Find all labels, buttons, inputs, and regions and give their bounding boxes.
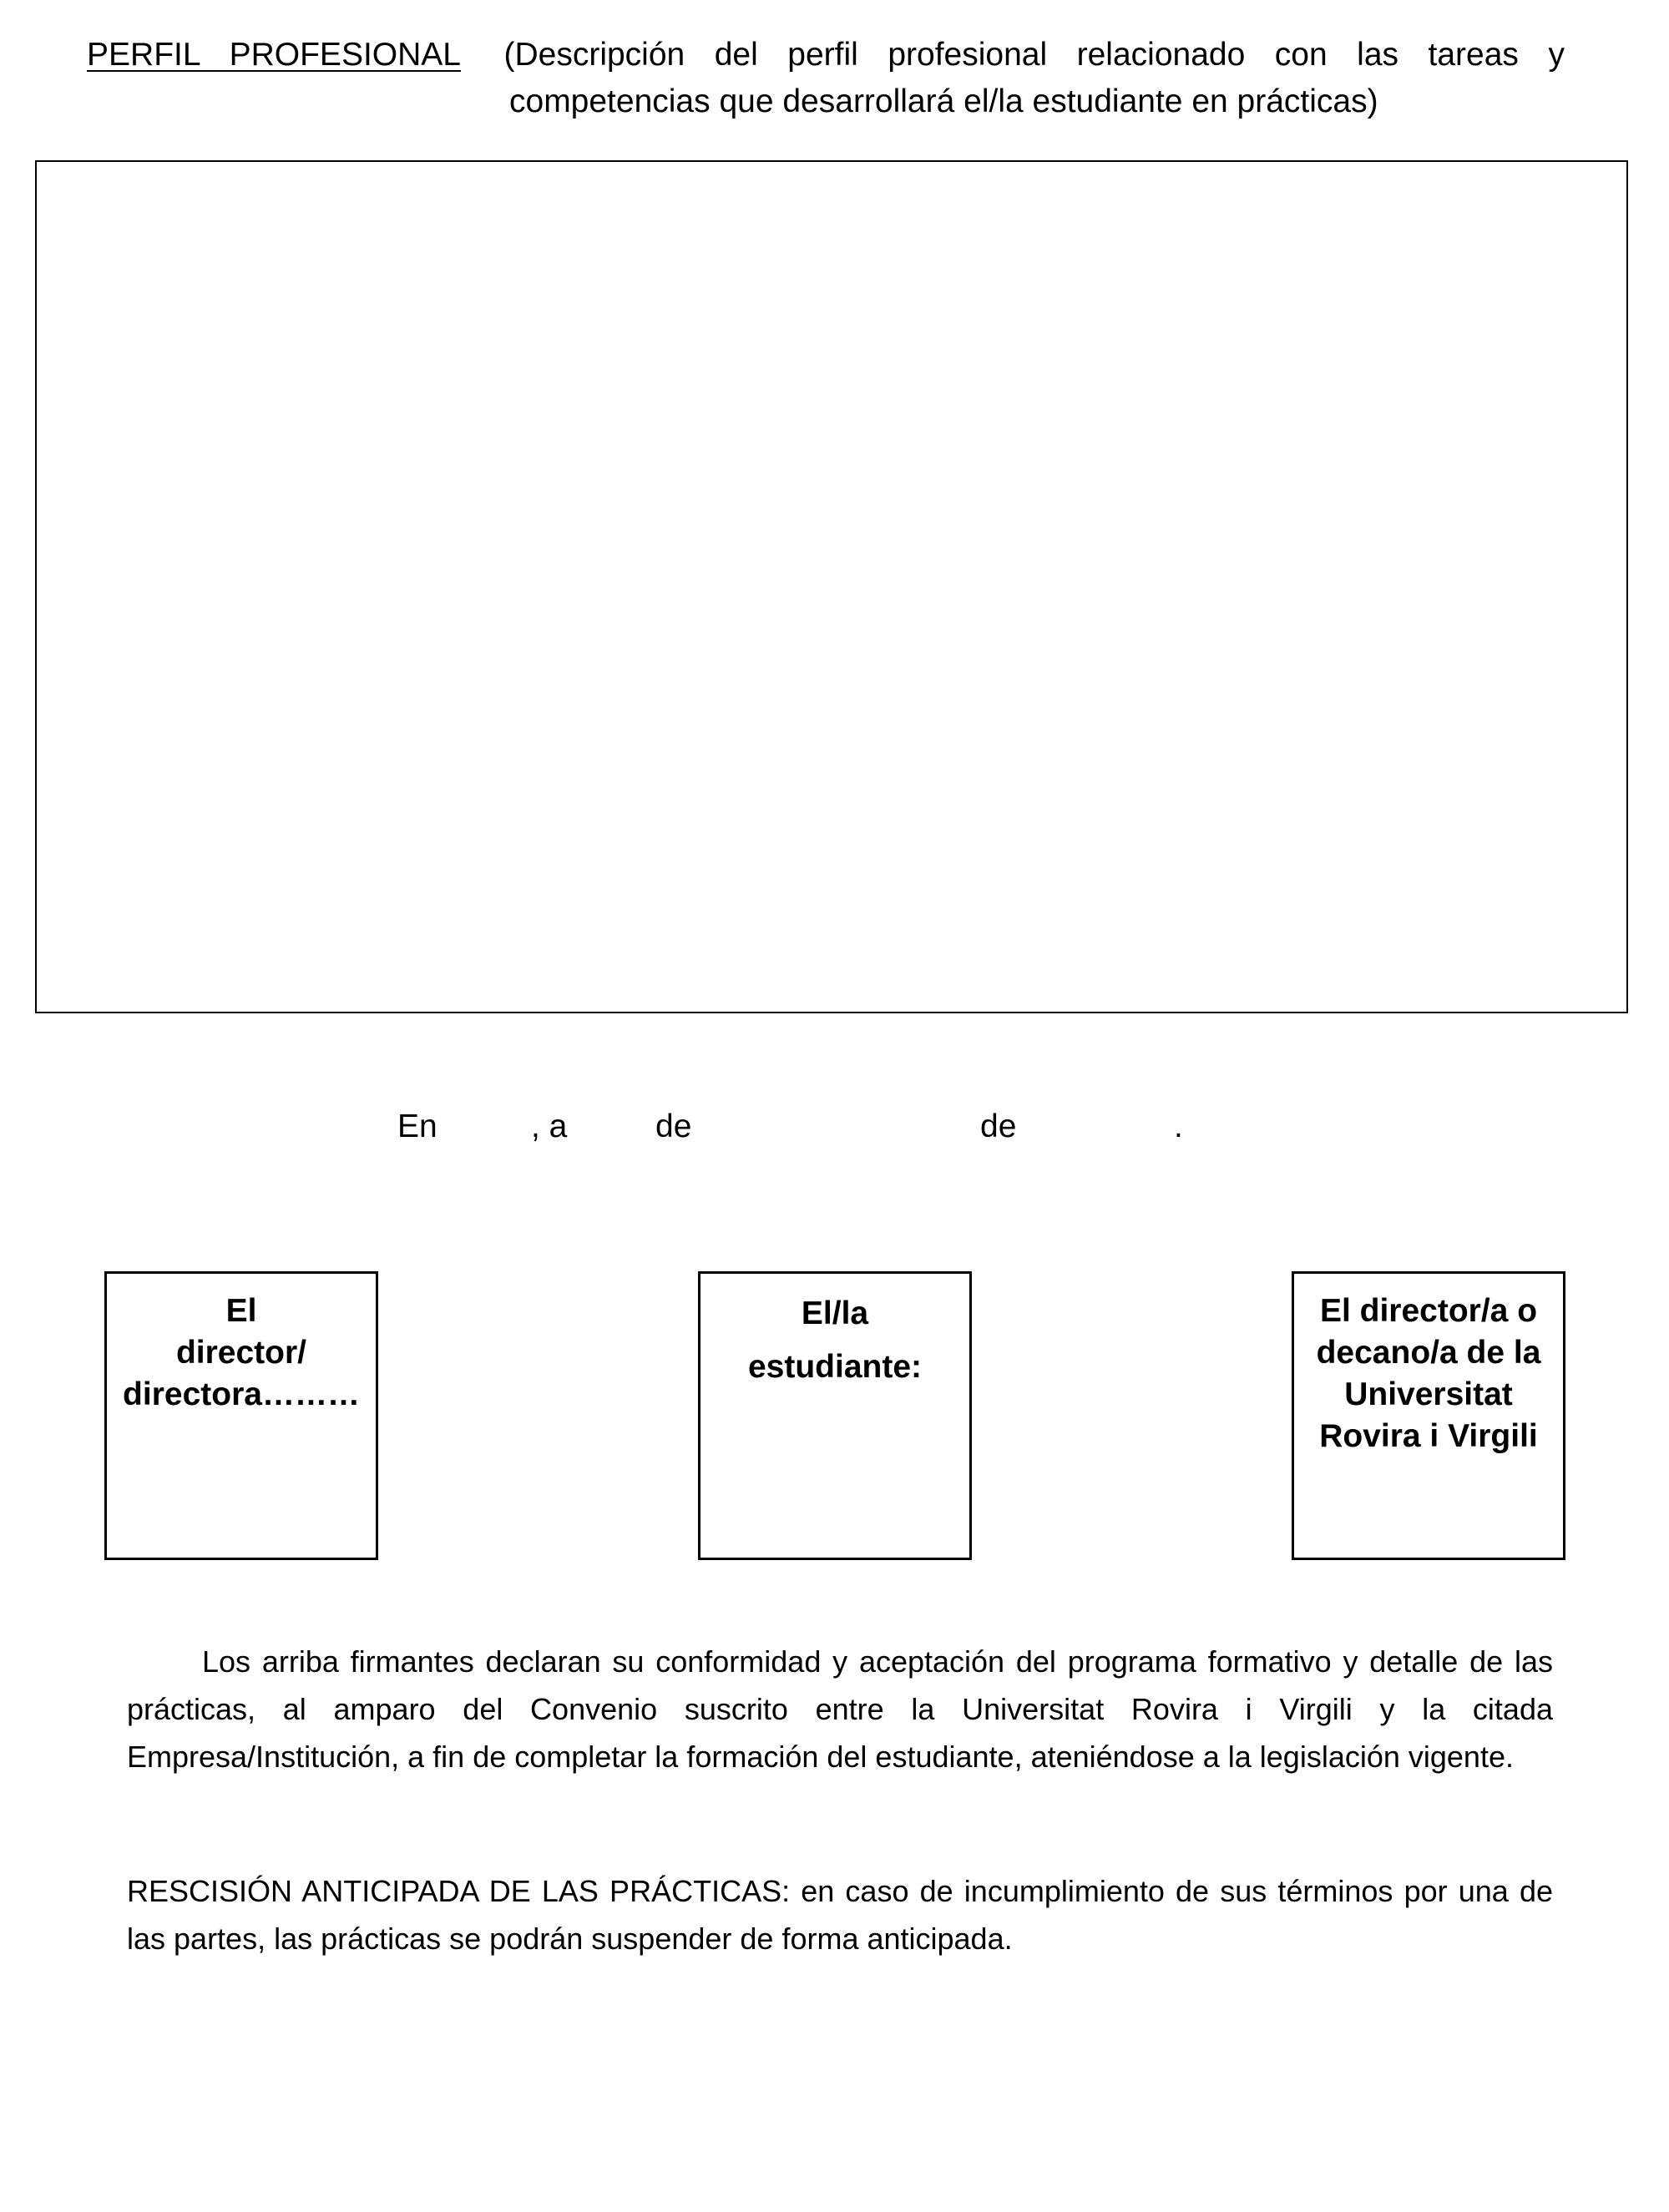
heading-word: profesional — [888, 37, 1048, 73]
date-en-label: En — [397, 1109, 437, 1144]
heading-line-1 — [87, 32, 1565, 78]
director-signature-box[interactable] — [104, 1271, 378, 1560]
student-label-line-2: estudiante: — [747, 1349, 923, 1385]
student-signature-box[interactable] — [698, 1271, 972, 1560]
dean-label-line-4: Rovira i Virgili — [1319, 1418, 1538, 1454]
heading-word: las — [1357, 37, 1399, 73]
dean-signature-box[interactable] — [1292, 1271, 1565, 1560]
dean-label-line-2: decano/a de la — [1316, 1335, 1541, 1371]
conformity-paragraph: Los arriba firmantes declaran su conformidad y aceptación del programa formativo y detalle de las prácticas, al amparo del Convenio suscrito entre la Universitat Rovira i Virgili y la citada Empresa/Institución, a fin de completar la formación del estudiante, ateniéndose a la legislación vigente. — [127, 1644, 1553, 1774]
director-label-line-2: director/ — [175, 1335, 307, 1371]
heading-word: y — [1548, 37, 1565, 73]
rescission-paragraph: RESCISIÓN ANTICIPADA DE LAS PRÁCTICAS: en caso de incumplimiento de sus términos por una de las partes, las prácticas se podrán suspender de forma anticipada. — [127, 1874, 1553, 1956]
heading-word: (Descripción — [503, 37, 685, 73]
director-label-line-3: directora……… — [123, 1376, 360, 1412]
dean-label-line-3: Universitat — [1344, 1376, 1513, 1412]
section-title: PERFIL PROFESIONAL — [87, 37, 461, 73]
heading-word: del — [714, 37, 758, 73]
heading-word: con — [1274, 37, 1328, 73]
dean-label-line-1: El director/a o — [1319, 1293, 1538, 1329]
heading-word: relacionado — [1076, 37, 1246, 73]
date-de-label: de — [655, 1109, 692, 1144]
heading-word: perfil — [787, 37, 858, 73]
date-a-label: , a — [531, 1109, 568, 1144]
heading-line-2: competencias que desarrollará el/la estudiante en prácticas) — [509, 83, 1378, 119]
heading-word: tareas — [1428, 37, 1519, 73]
section-heading — [87, 32, 1565, 125]
date-de-label-2: de — [980, 1109, 1017, 1144]
director-label-line-1: El — [225, 1293, 257, 1329]
profile-description-box[interactable] — [35, 160, 1628, 1013]
date-period: . — [1174, 1109, 1183, 1144]
student-label-line-1: El/la — [801, 1295, 869, 1331]
